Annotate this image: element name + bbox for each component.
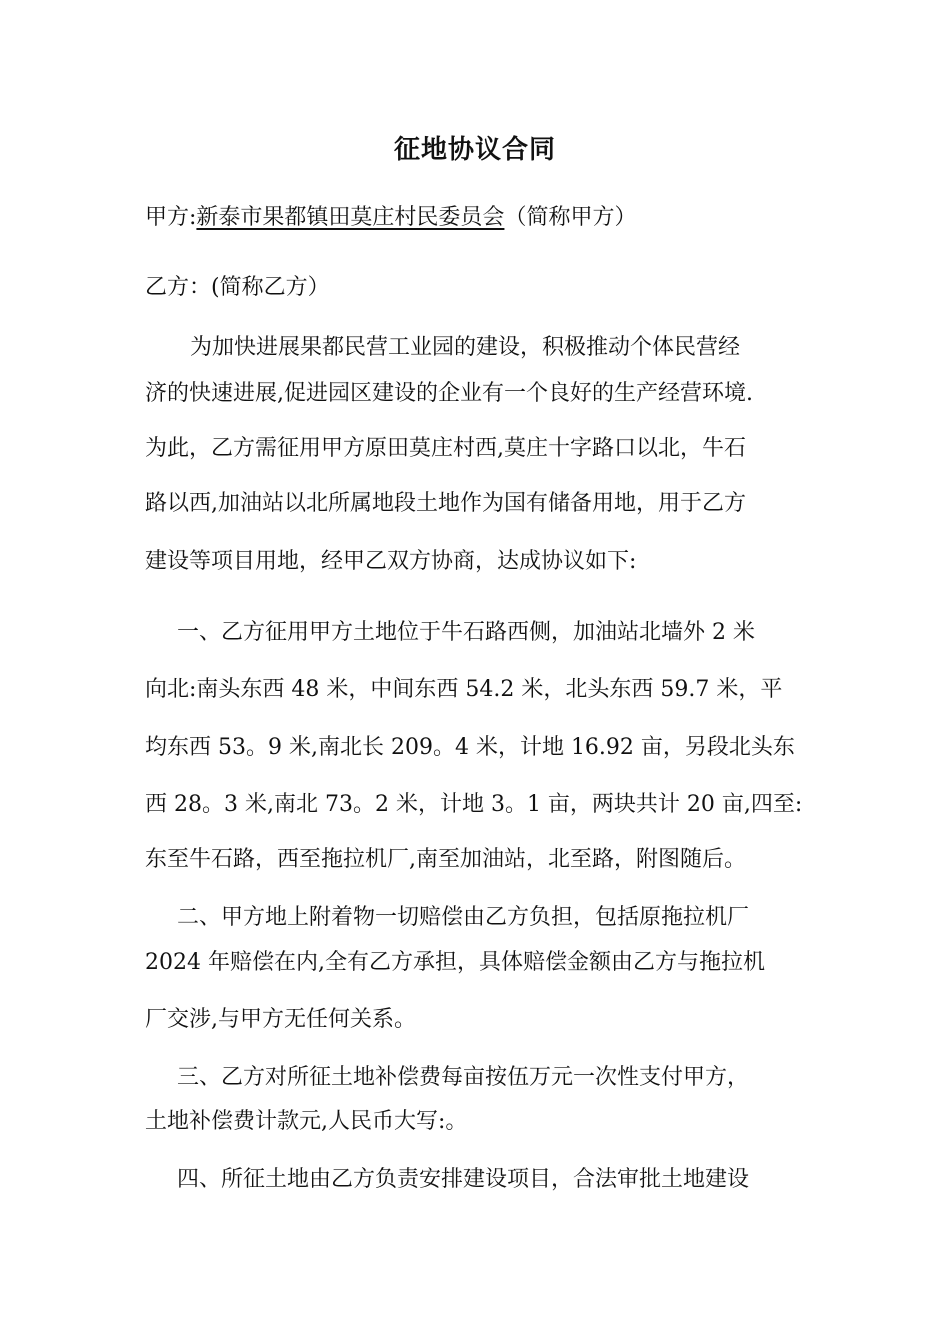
clause-line: 2024 年赔偿在内,全有乙方承担，具体赔偿金额由乙方与拖拉机	[145, 950, 765, 975]
clause-line: 均东西 53。9 米,南北长 209。4 米，计地 16.92 亩，另段北头东	[145, 735, 795, 760]
party-a-suffix: （简称甲方）	[504, 205, 637, 230]
clause-line: 一、乙方征用甲方土地位于牛石路西侧，加油站北墙外 2 米	[177, 620, 755, 645]
intro-line: 为此，乙方需征用甲方原田莫庄村西,莫庄十字路口以北，牛石	[145, 436, 746, 461]
intro-line: 济的快速进展,促进园区建设的企业有一个良好的生产经营环境.	[145, 381, 753, 406]
intro-line: 建设等项目用地，经甲乙双方协商，达成协议如下:	[145, 549, 637, 574]
party-a-line	[145, 198, 825, 238]
clause-line: 二、甲方地上附着物一切赔偿由乙方负担，包括原拖拉机厂	[177, 905, 750, 930]
intro-line: 路以西,加油站以北所属地段土地作为国有储备用地，用于乙方	[145, 491, 746, 516]
clause-line: 东至牛石路，西至拖拉机厂,南至加油站，北至路，附图随后。	[145, 847, 746, 872]
party-b-line: 乙方：(简称乙方）	[145, 275, 330, 300]
clause-line: 四、所征土地由乙方负责安排建设项目，合法审批土地建设	[177, 1167, 750, 1192]
clause-line: 三、乙方对所征土地补偿费每亩按伍万元一次性支付甲方，	[177, 1065, 750, 1090]
clause-line: 西 28。3 米,南北 73。2 米，计地 3。1 亩，两块共计 20 亩,四至:	[145, 792, 803, 817]
clause-line: 土地补偿费计款元,人民币大写:。	[145, 1109, 468, 1134]
document-title: 征地协议合同	[393, 135, 556, 165]
party-a-name: 新泰市果都镇田莫庄村民委员会	[196, 205, 505, 230]
intro-line: 为加快进展果都民营工业园的建设，积极推动个体民营经	[190, 335, 741, 360]
clause-line: 厂交涉,与甲方无任何关系。	[145, 1007, 416, 1032]
clause-line: 向北:南头东西 48 米，中间东西 54.2 米，北头东西 59.7 米，平	[145, 677, 783, 702]
party-a-label: 甲方:	[145, 205, 197, 230]
